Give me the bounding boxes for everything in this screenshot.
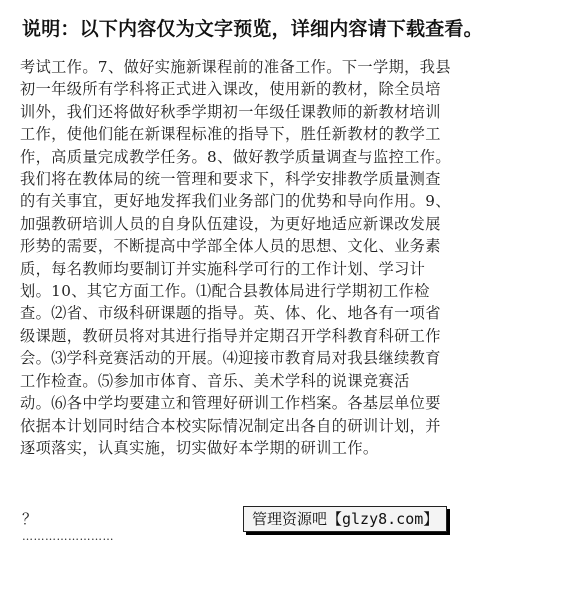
preview-notice: 说明：以下内容仅为文字预览，详细内容请下载查看。 [22, 18, 483, 40]
body-line: 级课题，教研员将对其进行指导并定期召开学科教育科研工作 [20, 326, 441, 345]
body-line: 动。⑹各中学均要建立和管理好研训工作档案。各基层单位要 [20, 394, 441, 413]
body-line: 工作检查。⑸参加市体育、音乐、美术学科的说课竞赛活 [20, 371, 410, 390]
body-line: 的有关事宜，更好地发挥我们业务部门的优势和导向作用。9、 [20, 192, 451, 211]
body-line: 训外，我们还将做好秋季学期初一年级任课教师的新教材培训 [20, 102, 441, 121]
body-line: 划。10、其它方面工作。⑴配合县教体局进行学期初工作检 [20, 282, 430, 301]
body-line: 作，高质量完成教学任务。8、做好教学质量调查与监控工作。 [20, 147, 451, 166]
body-line: 逐项落实，认真实施，切实做好本学期的研训工作。 [20, 438, 379, 457]
body-line: 查。⑵省、市级科研课题的指导。英、体、化、地各有一项省 [20, 304, 441, 323]
body-line: 质，每名教师均要制订并实施科学可行的工作计划、学习计 [20, 259, 426, 278]
site-watermark: 管理资源吧【glzy8.com】 [243, 506, 447, 532]
body-line: 依据本计划同时结合本校实际情况制定出各自的研训计划，并 [20, 416, 441, 435]
body-line: 我们将在教体局的统一管理和要求下，科学安排教学质量测查 [20, 170, 441, 189]
body-line: 初一年级所有学科将正式进入课改，使用新的教材，除全员培 [20, 80, 441, 99]
body-line: 加强教研培训人员的自身队伍建设，为更好地适应新课改发展 [20, 214, 441, 233]
document-body [20, 56, 544, 459]
ellipsis-divider: …………………… [22, 530, 114, 543]
body-line: 工作，使他们能在新课程标准的指导下，胜任新教材的教学工 [20, 125, 441, 144]
body-line: 会。⑶学科竞赛活动的开展。⑷迎接市教育局对我县继续教育 [20, 349, 441, 368]
body-line: 形势的需要，不断提高中学部全体人员的思想、文化、业务素 [20, 237, 441, 256]
body-line: 考试工作。7、做好实施新课程前的准备工作。下一学期，我县 [20, 58, 451, 76]
question-mark: ？ [22, 510, 38, 528]
